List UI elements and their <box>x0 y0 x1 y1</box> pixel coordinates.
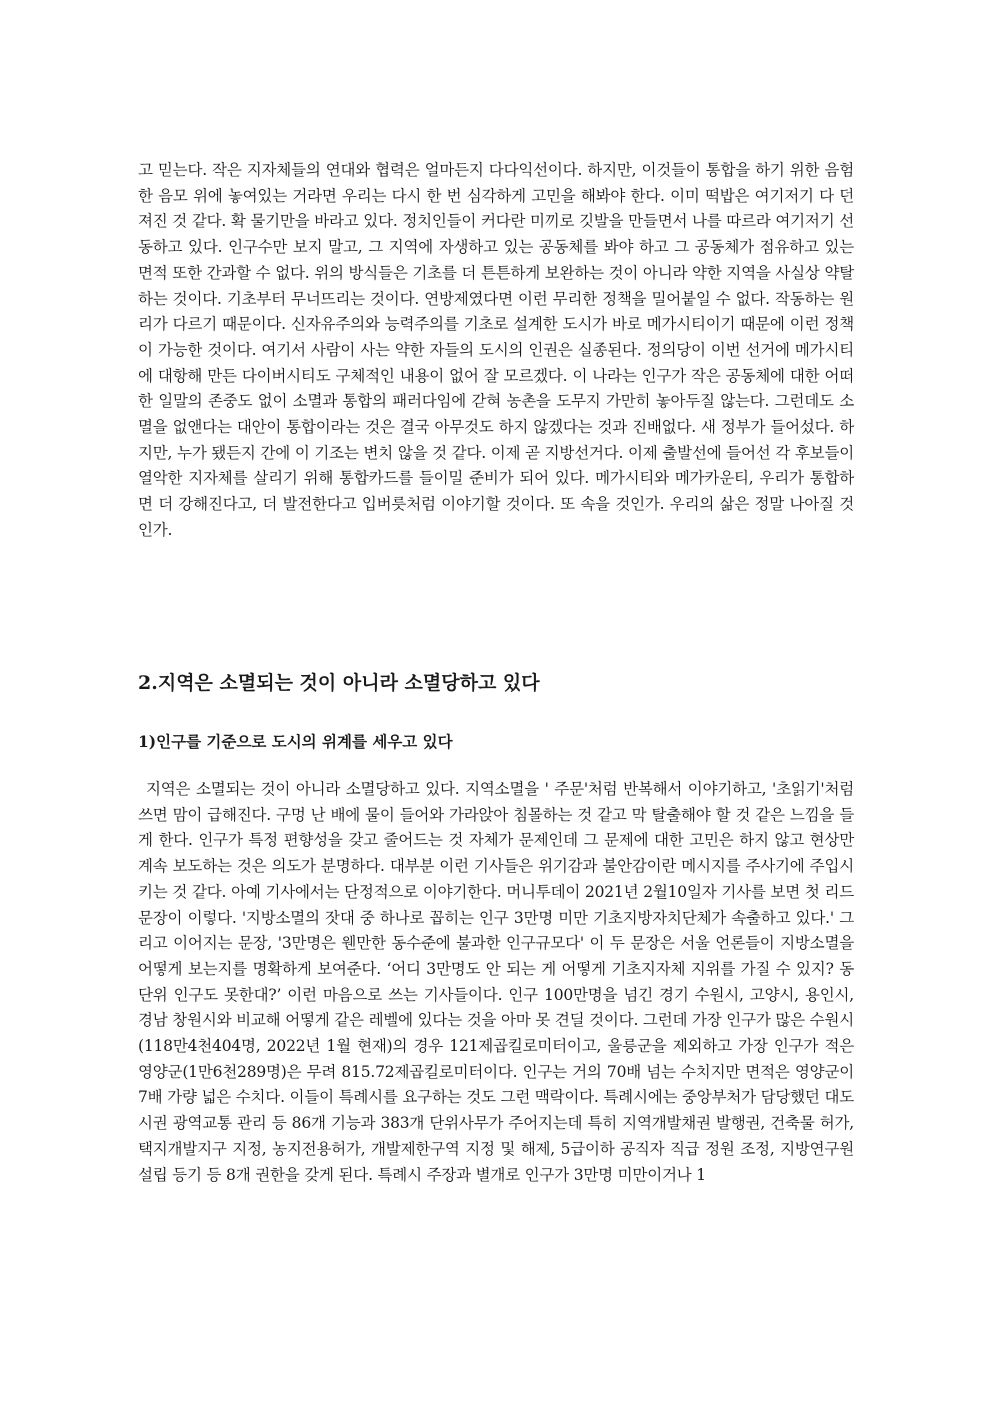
subsection-heading: 1)인구를 기준으로 도시의 위계를 세우고 있다 <box>138 732 453 751</box>
body-paragraph-2: 지역은 소멸되는 것이 아니라 소멸당하고 있다. 지역소멸을 ' 주문'처럼 반복해서 이야기하고, '초읽기'처럼 쓰면 맘이 급해진다. 구멍 난 배에 물이 들어와 가라앉아 침몰하는 것 같고 막 탈출해야 할 것 같은 느낌을 들게 한다. 인구가 특정 편향성을 갖고 줄어드는 것 자체가 문제인데 그 문제에 대한 고민은 하지 않고 현상만 계속 보도하는 것은 의도가 분명하다. 대부분 이런 기사들은 위기감과 불안감이란 메시지를 주사기에 주입시키는 것 같다. 아예 기사에서는 단정적으로 이야기한다. 머니투데이 2021년 2월10일자 기사를 보면 첫 리드 문장이 이렇다. '지방소멸의 잣대 중 하나로 꼽히는 인구 3만명 미만 기초지방자치단체가 속출하고 있다.' 그리고 이어지는 문장, '3만명은 웬만한 동수준에 불과한 인구규모다' 이 두 문장은 서울 언론들이 지방소멸을 어떻게 보는지를 명확하게 보여준다. ‘어디 3만명도 안 되는 게 어떻게 기초지자체 지위를 가질 수 있지? 동 단위 인구도 못한대?’ 이런 마음으로 쓰는 기사들이다. 인구 100만명을 넘긴 경기 수원시, 고양시, 용인시, 경남 창원시와 비교해 어떻게 같은 레벨에 있다는 것을 아마 못 견딜 것이다. 그런데 가장 인구가 많은 수원시(118만4천404명, 2022년 1월 현재)의 경우 121제곱킬로미터이고, 울릉군을 제외하고 가장 인구가 적은 영양군(1만6천289명)은 무려 815.72제곱킬로미터이다. 인구는 거의 70배 넘는 수치지만 면적은 영양군이 7배 가량 넓은 수치다. 이들이 특례시를 요구하는 것도 그런 맥락이다. 특례시에는 중앙부처가 담당했던 대도시권 광역교통 관리 등 86개 기능과 383개 단위사무가 주어지는데 특히 지역개발채권 발행권, 건축물 허가, 택지개발지구 지정, 농지전용허가, 개발제한구역 지정 및 해제, 5급이하 공직자 직급 정원 조정, 지방연구원 설립 등기 등 8개 권한을 갖게 된다. 특례시 주장과 별개로 인구가 3만명 미만이거나 1 <box>138 780 854 1184</box>
body-paragraph-1: 고 믿는다. 작은 지자체들의 연대와 협력은 얼마든지 다다익선이다. 하지만, 이것들이 통합을 하기 위한 음험한 음모 위에 놓여있는 거라면 우리는 다시 한 번 심각하게 고민을 해봐야 한다. 이미 떡밥은 여기저기 다 던져진 것 같다. 확 물기만을 바라고 있다. 정치인들이 커다란 미끼로 깃발을 만들면서 나를 따르라 여기저기 선동하고 있다. 인구수만 보지 말고, 그 지역에 자생하고 있는 공동체를 봐야 하고 그 공동체가 점유하고 있는 면적 또한 간과할 수 없다. 위의 방식들은 기초를 더 튼튼하게 보완하는 것이 아니라 약한 지역을 사실상 약탈하는 것이다. 기초부터 무너뜨리는 것이다. 연방제였다면 이런 무리한 정책을 밀어붙일 수 없다. 작동하는 원리가 다르기 때문이다. 신자유주의와 능력주의를 기초로 설계한 도시가 바로 메가시티이기 때문에 이런 정책이 가능한 것이다. 여기서 사람이 사는 약한 자들의 도시의 인권은 실종된다. 정의당이 이번 선거에 메가시티에 대항해 만든 다이버시티도 구체적인 내용이 없어 잘 모르겠다. 이 나라는 인구가 작은 공동체에 대한 어떠한 일말의 존중도 없이 소멸과 통합의 패러다임에 갇혀 농촌을 도무지 가만히 놓아두질 않는다. 그런데도 소멸을 없앤다는 대안이 통합이라는 것은 결국 아무것도 하지 않겠다는 것과 진배없다. 새 정부가 들어섰다. 하지만, 누가 됐든지 간에 이 기조는 변치 않을 것 같다. 이제 곧 지방선거다. 이제 출발선에 들어선 각 후보들이 열악한 지자체를 살리기 위해 통합카드를 들이밀 준비가 되어 있다. 메가시티와 메가카운티, 우리가 통합하면 더 강해진다고, 더 발전한다고 입버릇처럼 이야기할 것이다. 또 속을 것인가. 우리의 삶은 정말 나아질 것인가. <box>138 161 855 539</box>
section-heading: 2.지역은 소멸되는 것이 아니라 소멸당하고 있다 <box>138 672 540 694</box>
